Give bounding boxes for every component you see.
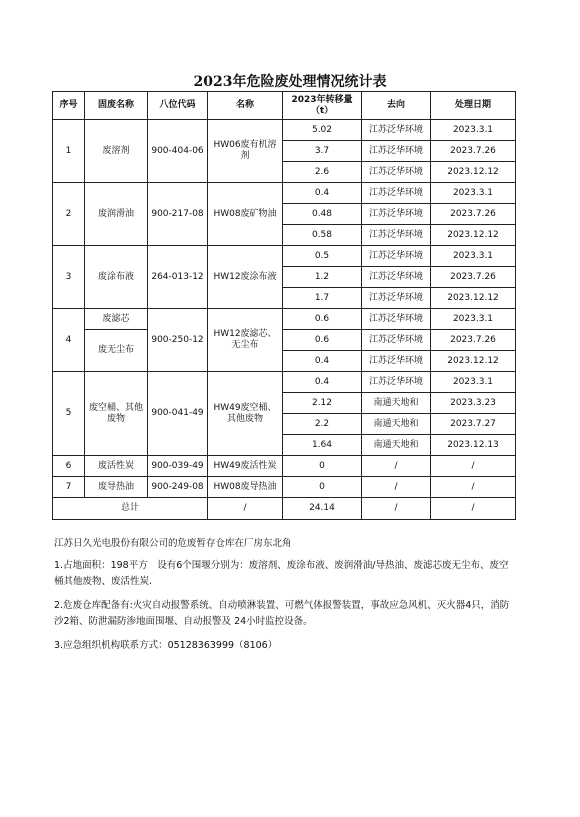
notes-item-2 bbox=[54, 598, 514, 630]
cell-amount: 5.02 bbox=[283, 120, 362, 141]
cell-date: 2023.7.27 bbox=[431, 414, 516, 435]
notes-item-1 bbox=[54, 558, 514, 590]
cell-seq: 1 bbox=[53, 120, 85, 183]
cell-seq: 4 bbox=[53, 309, 85, 372]
cell-seq: 5 bbox=[53, 372, 85, 456]
header-amount-unit: （t） bbox=[310, 105, 334, 116]
table-row bbox=[53, 183, 516, 204]
cell-amount: 2.6 bbox=[283, 162, 362, 183]
cell-amount: 0.6 bbox=[283, 309, 362, 330]
table-row bbox=[53, 456, 516, 477]
cell-destination: 南通天地和 bbox=[362, 435, 431, 456]
cell-amount: 0.4 bbox=[283, 372, 362, 393]
cell-amount: 2.12 bbox=[283, 393, 362, 414]
cell-code: 264-013-12 bbox=[148, 246, 208, 309]
notes-item-3 bbox=[54, 638, 514, 654]
company-storage-note: 江苏日久光电股份有限公司的危废暂存仓库在厂房东北角 bbox=[54, 538, 292, 549]
table-header-row bbox=[53, 92, 516, 120]
cell-date: / bbox=[431, 477, 516, 498]
cell-date: / bbox=[431, 456, 516, 477]
cell-destination: / bbox=[362, 456, 431, 477]
cell-destination: 南通天地和 bbox=[362, 414, 431, 435]
table-row bbox=[53, 372, 516, 393]
cell-date: 2023.12.12 bbox=[431, 288, 516, 309]
cell-date: 2023.3.1 bbox=[431, 309, 516, 330]
cell-destination: / bbox=[362, 477, 431, 498]
cell-destination: 江苏泛华环境 bbox=[362, 351, 431, 372]
cell-amount: 0.48 bbox=[283, 204, 362, 225]
header-destination: 去向 bbox=[362, 92, 431, 120]
cell-date: 2023.3.23 bbox=[431, 393, 516, 414]
cell-code: 900-217-08 bbox=[148, 183, 208, 246]
cell-amount: 0.58 bbox=[283, 225, 362, 246]
emergency-contact-note: 3.应急组织机构联系方式：05128363999（8106） bbox=[54, 640, 278, 651]
total-amount: 24.14 bbox=[283, 498, 362, 520]
storage-area-note: 1.占地面积：198平方 设有6个围堰分别为：废溶剂、废涂布液、废润滑油/导热油、废滤芯废无尘布、废空桶其他废物、废活性炭. bbox=[54, 560, 509, 587]
cell-date: 2023.12.13 bbox=[431, 435, 516, 456]
cell-name: HW08废矿物油 bbox=[208, 183, 283, 246]
cell-date: 2023.12.12 bbox=[431, 225, 516, 246]
cell-category: 废活性炭 bbox=[85, 456, 148, 477]
cell-destination: 江苏泛华环境 bbox=[362, 204, 431, 225]
cell-name: HW06废有机溶剂 bbox=[208, 120, 283, 183]
cell-date: 2023.7.26 bbox=[431, 204, 516, 225]
cell-destination: 江苏泛华环境 bbox=[362, 141, 431, 162]
table-row bbox=[53, 120, 516, 141]
header-date: 处理日期 bbox=[431, 92, 516, 120]
cell-name: HW08废导热油 bbox=[208, 477, 283, 498]
cell-amount: 0.5 bbox=[283, 246, 362, 267]
cell-destination: 江苏泛华环境 bbox=[362, 288, 431, 309]
equipment-note: 2.危废仓库配备有:火灾自动报警系统、自动喷淋装置、可燃气体报警装置，事故应急风机、灭火器4只，消防沙2箱、防泄漏防渗地面围堰、自动报警及 24小时监控设备。 bbox=[54, 600, 510, 627]
cell-amount: 0 bbox=[283, 456, 362, 477]
cell-destination: 江苏泛华环境 bbox=[362, 162, 431, 183]
cell-category: 废导热油 bbox=[85, 477, 148, 498]
header-code: 八位代码 bbox=[148, 92, 208, 120]
total-date: / bbox=[431, 498, 516, 520]
header-name: 名称 bbox=[208, 92, 283, 120]
cell-destination: 南通天地和 bbox=[362, 393, 431, 414]
cell-amount: 1.64 bbox=[283, 435, 362, 456]
cell-seq: 7 bbox=[53, 477, 85, 498]
cell-seq: 3 bbox=[53, 246, 85, 309]
hazardous-waste-table bbox=[52, 91, 516, 520]
header-amount bbox=[283, 92, 362, 120]
total-name: / bbox=[208, 498, 283, 520]
cell-name: HW12废滤芯、无尘布 bbox=[208, 309, 283, 372]
cell-destination: 江苏泛华环境 bbox=[362, 246, 431, 267]
cell-date: 2023.3.1 bbox=[431, 246, 516, 267]
cell-amount: 0.4 bbox=[283, 183, 362, 204]
cell-date: 2023.7.26 bbox=[431, 267, 516, 288]
table-body bbox=[53, 120, 516, 520]
cell-destination: 江苏泛华环境 bbox=[362, 225, 431, 246]
cell-code: 900-039-49 bbox=[148, 456, 208, 477]
cell-destination: 江苏泛华环境 bbox=[362, 372, 431, 393]
cell-code: 900-404-06 bbox=[148, 120, 208, 183]
cell-date: 2023.3.1 bbox=[431, 120, 516, 141]
cell-amount: 2.2 bbox=[283, 414, 362, 435]
cell-category: 废空桶、其他废物 bbox=[85, 372, 148, 456]
cell-amount: 3.7 bbox=[283, 141, 362, 162]
cell-amount: 0 bbox=[283, 477, 362, 498]
total-label: 总计 bbox=[53, 498, 208, 520]
cell-category: 废润滑油 bbox=[85, 183, 148, 246]
cell-date: 2023.7.26 bbox=[431, 141, 516, 162]
total-row bbox=[53, 498, 516, 520]
total-destination: / bbox=[362, 498, 431, 520]
page-title: 2023年危险废处理情况统计表 bbox=[193, 74, 387, 90]
cell-amount: 1.7 bbox=[283, 288, 362, 309]
cell-category: 废溶剂 bbox=[85, 120, 148, 183]
cell-destination: 江苏泛华环境 bbox=[362, 183, 431, 204]
cell-date: 2023.3.1 bbox=[431, 372, 516, 393]
table-row bbox=[53, 477, 516, 498]
cell-name: HW12废涂布液 bbox=[208, 246, 283, 309]
cell-code: 900-250-12 bbox=[148, 309, 208, 372]
table-row bbox=[53, 309, 516, 330]
cell-destination: 江苏泛华环境 bbox=[362, 267, 431, 288]
cell-code: 900-041-49 bbox=[148, 372, 208, 456]
header-category: 固废名称 bbox=[85, 92, 148, 120]
header-amount-line1: 2023年转移量 bbox=[291, 94, 353, 105]
cell-destination: 江苏泛华环境 bbox=[362, 309, 431, 330]
table-row bbox=[53, 330, 516, 351]
cell-name: HW49废活性炭 bbox=[208, 456, 283, 477]
cell-date: 2023.3.1 bbox=[431, 183, 516, 204]
cell-destination: 江苏泛华环境 bbox=[362, 330, 431, 351]
notes-company bbox=[54, 536, 514, 552]
cell-amount: 1.2 bbox=[283, 267, 362, 288]
cell-code: 900-249-08 bbox=[148, 477, 208, 498]
cell-seq: 6 bbox=[53, 456, 85, 477]
cell-seq: 2 bbox=[53, 183, 85, 246]
cell-amount: 0.4 bbox=[283, 351, 362, 372]
cell-category: 废涂布液 bbox=[85, 246, 148, 309]
cell-category: 废滤芯 bbox=[85, 309, 148, 330]
cell-date: 2023.7.26 bbox=[431, 330, 516, 351]
cell-name: HW49废空桶、其他废物 bbox=[208, 372, 283, 456]
table-row bbox=[53, 246, 516, 267]
cell-category: 废无尘布 bbox=[85, 330, 148, 372]
cell-date: 2023.12.12 bbox=[431, 162, 516, 183]
cell-date: 2023.12.12 bbox=[431, 351, 516, 372]
cell-destination: 江苏泛华环境 bbox=[362, 120, 431, 141]
cell-amount: 0.6 bbox=[283, 330, 362, 351]
header-seq: 序号 bbox=[53, 92, 85, 120]
